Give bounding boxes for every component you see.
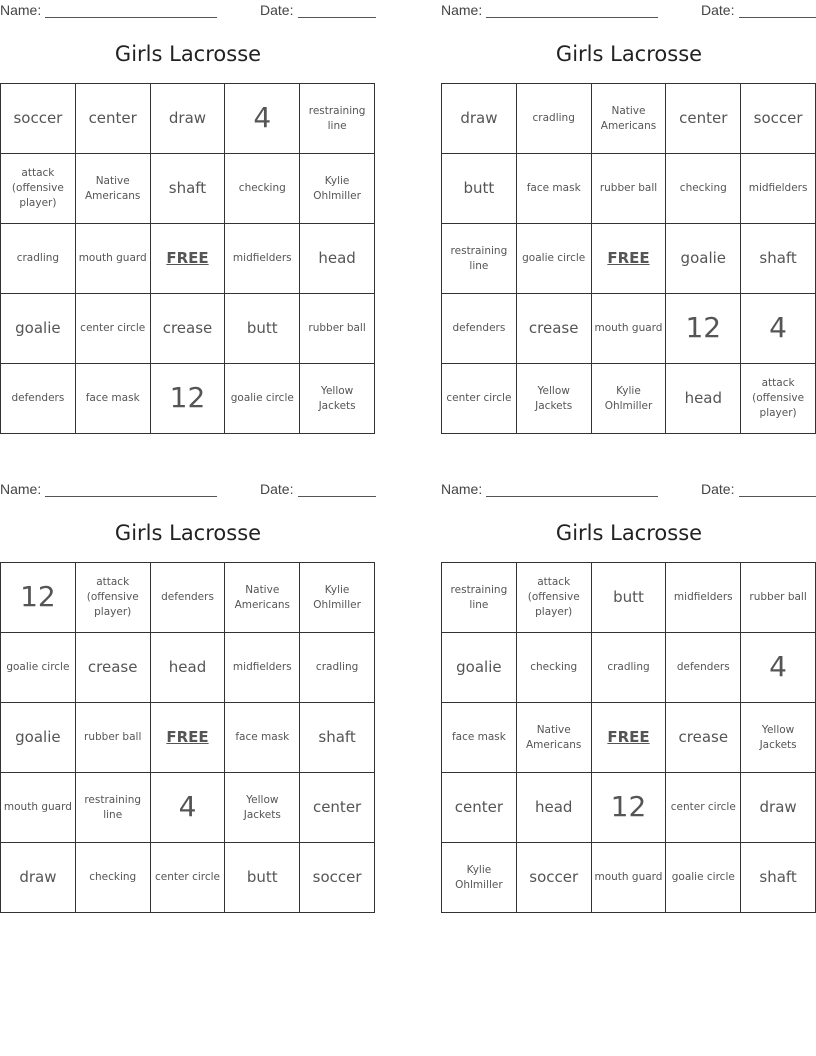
bingo-cell-label: center circle — [670, 801, 736, 814]
bingo-cell-label: rubber ball — [749, 591, 807, 604]
bingo-cell — [517, 773, 592, 843]
bingo-cell — [666, 703, 741, 773]
bingo-cell-label: crease — [678, 728, 729, 746]
bingo-cell-label: cradling — [532, 112, 575, 125]
bingo-cell — [517, 843, 592, 913]
bingo-cell-label: mouth guard — [3, 801, 72, 814]
bingo-cell — [1, 563, 76, 633]
bingo-cell-label: head — [168, 658, 207, 676]
bingo-cell — [225, 843, 300, 913]
bingo-cell-label: face mask — [85, 392, 140, 405]
bingo-cell-label: butt — [463, 179, 495, 197]
bingo-cell-label: draw — [460, 109, 498, 127]
free-space — [592, 703, 667, 773]
bingo-cell — [666, 84, 741, 154]
bingo-cell-label: FREE — [607, 249, 650, 267]
bingo-grid — [0, 562, 375, 913]
bingo-cell — [1, 154, 76, 224]
bingo-cell — [151, 84, 226, 154]
bingo-cell-label: defenders — [161, 591, 214, 604]
bingo-cell-label: checking — [89, 871, 137, 884]
bingo-cell — [300, 294, 375, 364]
bingo-cell — [517, 154, 592, 224]
bingo-cell — [76, 364, 151, 434]
bingo-cell-label: shaft — [759, 249, 797, 267]
bingo-cell — [76, 843, 151, 913]
bingo-cell — [225, 154, 300, 224]
bingo-cell-label: shaft — [168, 179, 207, 197]
bingo-cell-label: Native Americans — [600, 104, 657, 132]
bingo-cell-label: rubber ball — [84, 731, 142, 744]
bingo-cell — [76, 563, 151, 633]
bingo-cell — [592, 773, 667, 843]
bingo-card-3 — [0, 479, 376, 919]
bingo-cell-label: soccer — [529, 868, 579, 886]
bingo-cell — [517, 84, 592, 154]
bingo-cell-label: cradling — [607, 661, 650, 674]
bingo-cell — [1, 703, 76, 773]
bingo-cell-label: mouth guard — [594, 871, 663, 884]
bingo-cell-label: midfielders — [748, 182, 808, 195]
bingo-cell — [442, 843, 517, 913]
bingo-cell — [666, 633, 741, 703]
bingo-cell — [442, 703, 517, 773]
bingo-card-4 — [441, 479, 816, 919]
name-field-line — [45, 496, 217, 497]
bingo-cell-label: goalie circle — [6, 661, 70, 674]
card-header — [441, 481, 816, 499]
bingo-cell-label: head — [684, 389, 723, 407]
bingo-cell-label: attack (offensive player) — [752, 377, 805, 419]
bingo-cell — [1, 294, 76, 364]
bingo-cell — [151, 633, 226, 703]
bingo-cell-label: center — [454, 798, 504, 816]
bingo-cell — [225, 703, 300, 773]
bingo-cell — [151, 843, 226, 913]
bingo-cell — [300, 843, 375, 913]
bingo-cell-label: soccer — [13, 109, 63, 127]
bingo-cell-label: midfielders — [673, 591, 733, 604]
bingo-cell — [517, 364, 592, 434]
bingo-cell-label: butt — [246, 868, 278, 886]
date-field-line — [298, 496, 376, 497]
bingo-cell-label: shaft — [318, 728, 356, 746]
bingo-cell-label: face mask — [526, 182, 581, 195]
bingo-cell-label: goalie — [15, 728, 61, 746]
bingo-cell-label: center circle — [154, 871, 221, 884]
bingo-cell-label: center — [679, 109, 728, 127]
bingo-cell — [442, 364, 517, 434]
bingo-cell — [741, 703, 816, 773]
bingo-cell-label: center — [88, 109, 137, 127]
bingo-cell-label: 4 — [769, 311, 787, 345]
bingo-cell — [442, 563, 517, 633]
name-label: Name: — [0, 481, 42, 497]
bingo-cell — [76, 154, 151, 224]
bingo-cell — [300, 703, 375, 773]
bingo-cell-label: crease — [87, 658, 138, 676]
bingo-cell-label: draw — [19, 868, 57, 886]
bingo-cell-label: FREE — [166, 728, 209, 746]
bingo-cell-label: goalie — [15, 319, 61, 337]
bingo-cell — [741, 224, 816, 294]
bingo-cell — [592, 633, 667, 703]
bingo-cell-label: mouth guard — [78, 252, 147, 265]
bingo-cell — [300, 773, 375, 843]
bingo-cell-label: Yellow Jackets — [318, 384, 356, 412]
bingo-cell-label: goalie circle — [671, 871, 735, 884]
bingo-cell-label: rubber ball — [308, 322, 366, 335]
bingo-cell-label: center circle — [80, 322, 146, 335]
bingo-cell — [1, 773, 76, 843]
bingo-cell-label: face mask — [451, 731, 506, 744]
bingo-cell — [741, 294, 816, 364]
bingo-cell — [517, 703, 592, 773]
bingo-cell-label: attack (offensive player) — [527, 576, 580, 618]
bingo-cell — [666, 843, 741, 913]
bingo-cell — [442, 154, 517, 224]
date-label: Date: — [701, 481, 735, 497]
bingo-cell — [225, 364, 300, 434]
bingo-cell-label: cradling — [16, 252, 60, 265]
card-title: Girls Lacrosse — [555, 521, 703, 545]
bingo-cell — [76, 84, 151, 154]
bingo-cell-label: Kylie Ohlmiller — [455, 863, 503, 891]
name-label: Name: — [441, 2, 483, 18]
bingo-cell-label: goalie circle — [230, 392, 294, 405]
bingo-cell — [741, 563, 816, 633]
bingo-cell — [741, 843, 816, 913]
bingo-cell-label: soccer — [312, 868, 362, 886]
bingo-cell — [592, 563, 667, 633]
bingo-cell-label: restraining line — [84, 793, 142, 821]
free-space — [592, 224, 667, 294]
bingo-cell — [592, 364, 667, 434]
name-field-line — [486, 496, 658, 497]
name-label: Name: — [0, 2, 42, 18]
bingo-cell — [300, 154, 375, 224]
bingo-cell — [741, 364, 816, 434]
bingo-cell — [300, 633, 375, 703]
bingo-cell-label: 4 — [178, 790, 197, 824]
bingo-cell — [76, 773, 151, 843]
bingo-cell-label: defenders — [452, 322, 506, 335]
bingo-cell — [442, 294, 517, 364]
name-field-line — [45, 17, 217, 18]
bingo-cell-label: defenders — [11, 392, 65, 405]
date-field-line — [739, 496, 816, 497]
bingo-cell-label: Native Americans — [84, 174, 141, 202]
bingo-cell-label: center — [312, 798, 362, 816]
bingo-cell — [300, 84, 375, 154]
card-title: Girls Lacrosse — [114, 42, 262, 66]
bingo-cell-label: Native Americans — [234, 583, 291, 611]
date-label: Date: — [260, 2, 294, 18]
bingo-cell-label: FREE — [166, 249, 209, 267]
bingo-cell — [76, 703, 151, 773]
bingo-cell-label: checking — [530, 661, 578, 674]
bingo-cell — [151, 563, 226, 633]
bingo-cell-label: Kylie Ohlmiller — [604, 384, 653, 412]
bingo-cell-label: crease — [162, 319, 213, 337]
bingo-cell-label: head — [534, 798, 573, 816]
bingo-cell-label: 12 — [169, 381, 206, 415]
bingo-cell-label: restraining line — [308, 104, 366, 132]
bingo-cell-label: mouth guard — [594, 322, 663, 335]
bingo-cell — [666, 294, 741, 364]
bingo-cell — [225, 224, 300, 294]
bingo-cell — [1, 843, 76, 913]
bingo-cell — [666, 364, 741, 434]
bingo-cell — [225, 84, 300, 154]
bingo-cell-label: head — [318, 249, 356, 267]
bingo-cell — [76, 224, 151, 294]
bingo-cell-label: Native Americans — [525, 723, 582, 751]
card-header — [441, 2, 816, 20]
bingo-cell-label: midfielders — [232, 661, 292, 674]
free-space — [151, 224, 226, 294]
bingo-cell — [517, 633, 592, 703]
bingo-cell — [300, 563, 375, 633]
bingo-cell-label: soccer — [753, 109, 803, 127]
bingo-cell-label: restraining line — [450, 244, 508, 272]
bingo-card-1 — [0, 0, 376, 440]
bingo-cell — [225, 633, 300, 703]
free-space — [151, 703, 226, 773]
bingo-cell — [1, 633, 76, 703]
date-label: Date: — [260, 481, 294, 497]
date-field-line — [298, 17, 376, 18]
bingo-cell-label: Kylie Ohlmiller — [313, 583, 361, 611]
name-label: Name: — [441, 481, 483, 497]
card-header — [0, 2, 376, 20]
bingo-cell — [666, 563, 741, 633]
bingo-cell-label: butt — [613, 588, 644, 606]
bingo-card-2 — [441, 0, 816, 440]
bingo-cell — [1, 224, 76, 294]
bingo-cell — [592, 843, 667, 913]
bingo-cell-label: midfielders — [232, 252, 292, 265]
bingo-cell — [741, 633, 816, 703]
bingo-grid — [441, 83, 816, 434]
bingo-cell — [151, 364, 226, 434]
bingo-cell — [517, 294, 592, 364]
bingo-cell-label: crease — [528, 319, 579, 337]
bingo-cell-label: Yellow Jackets — [243, 793, 281, 821]
bingo-cell — [225, 294, 300, 364]
card-title: Girls Lacrosse — [114, 521, 262, 545]
date-field-line — [739, 17, 816, 18]
bingo-cell — [517, 224, 592, 294]
date-label: Date: — [701, 2, 735, 18]
bingo-cell-label: goalie circle — [522, 252, 586, 265]
bingo-cell — [592, 154, 667, 224]
bingo-cell — [666, 154, 741, 224]
bingo-cell — [225, 773, 300, 843]
bingo-cell-label: checking — [679, 182, 727, 195]
bingo-cell-label: center circle — [446, 392, 512, 405]
bingo-cell-label: goalie — [680, 249, 727, 267]
bingo-cell-label: checking — [238, 182, 286, 195]
bingo-cell — [442, 773, 517, 843]
bingo-cell — [442, 633, 517, 703]
bingo-cell-label: shaft — [759, 868, 797, 886]
bingo-cell — [1, 84, 76, 154]
bingo-cell-label: FREE — [607, 728, 650, 746]
name-field-line — [486, 17, 658, 18]
card-header — [0, 481, 376, 499]
bingo-cell-label: 12 — [685, 311, 722, 345]
bingo-cell — [442, 84, 517, 154]
bingo-cell-label: defenders — [676, 661, 730, 674]
bingo-cell — [76, 294, 151, 364]
bingo-cell-label: draw — [168, 109, 207, 127]
bingo-cell-label: 12 — [610, 790, 647, 824]
bingo-cell — [741, 84, 816, 154]
bingo-cell — [151, 154, 226, 224]
bingo-cell-label: butt — [246, 319, 278, 337]
bingo-cell — [741, 154, 816, 224]
bingo-cell — [300, 224, 375, 294]
bingo-cell — [442, 224, 517, 294]
bingo-cell — [666, 224, 741, 294]
bingo-cell-label: restraining line — [450, 583, 508, 611]
bingo-cell — [225, 563, 300, 633]
bingo-cell-label: attack (offensive player) — [11, 167, 64, 209]
bingo-cell-label: face mask — [235, 731, 290, 744]
bingo-cell — [151, 294, 226, 364]
bingo-grid — [0, 83, 375, 434]
bingo-cell-label: Yellow Jackets — [535, 384, 573, 412]
bingo-cell-label: 12 — [20, 580, 56, 614]
bingo-cell-label: Yellow Jackets — [759, 723, 797, 751]
bingo-cell-label: attack (offensive player) — [86, 576, 139, 618]
bingo-cell-label: Kylie Ohlmiller — [313, 174, 361, 202]
bingo-cell — [592, 84, 667, 154]
bingo-cell-label: rubber ball — [599, 182, 658, 195]
bingo-cell — [151, 773, 226, 843]
bingo-cell — [741, 773, 816, 843]
bingo-cell — [592, 294, 667, 364]
bingo-cell-label: 4 — [769, 650, 787, 684]
bingo-grid — [441, 562, 816, 913]
bingo-cell-label: cradling — [315, 661, 359, 674]
bingo-cell — [666, 773, 741, 843]
bingo-cell — [517, 563, 592, 633]
bingo-cell-label: 4 — [253, 101, 272, 135]
bingo-cell — [300, 364, 375, 434]
card-title: Girls Lacrosse — [555, 42, 703, 66]
bingo-cell-label: goalie — [456, 658, 502, 676]
bingo-cell-label: draw — [759, 798, 797, 816]
bingo-cell — [1, 364, 76, 434]
bingo-cell — [76, 633, 151, 703]
